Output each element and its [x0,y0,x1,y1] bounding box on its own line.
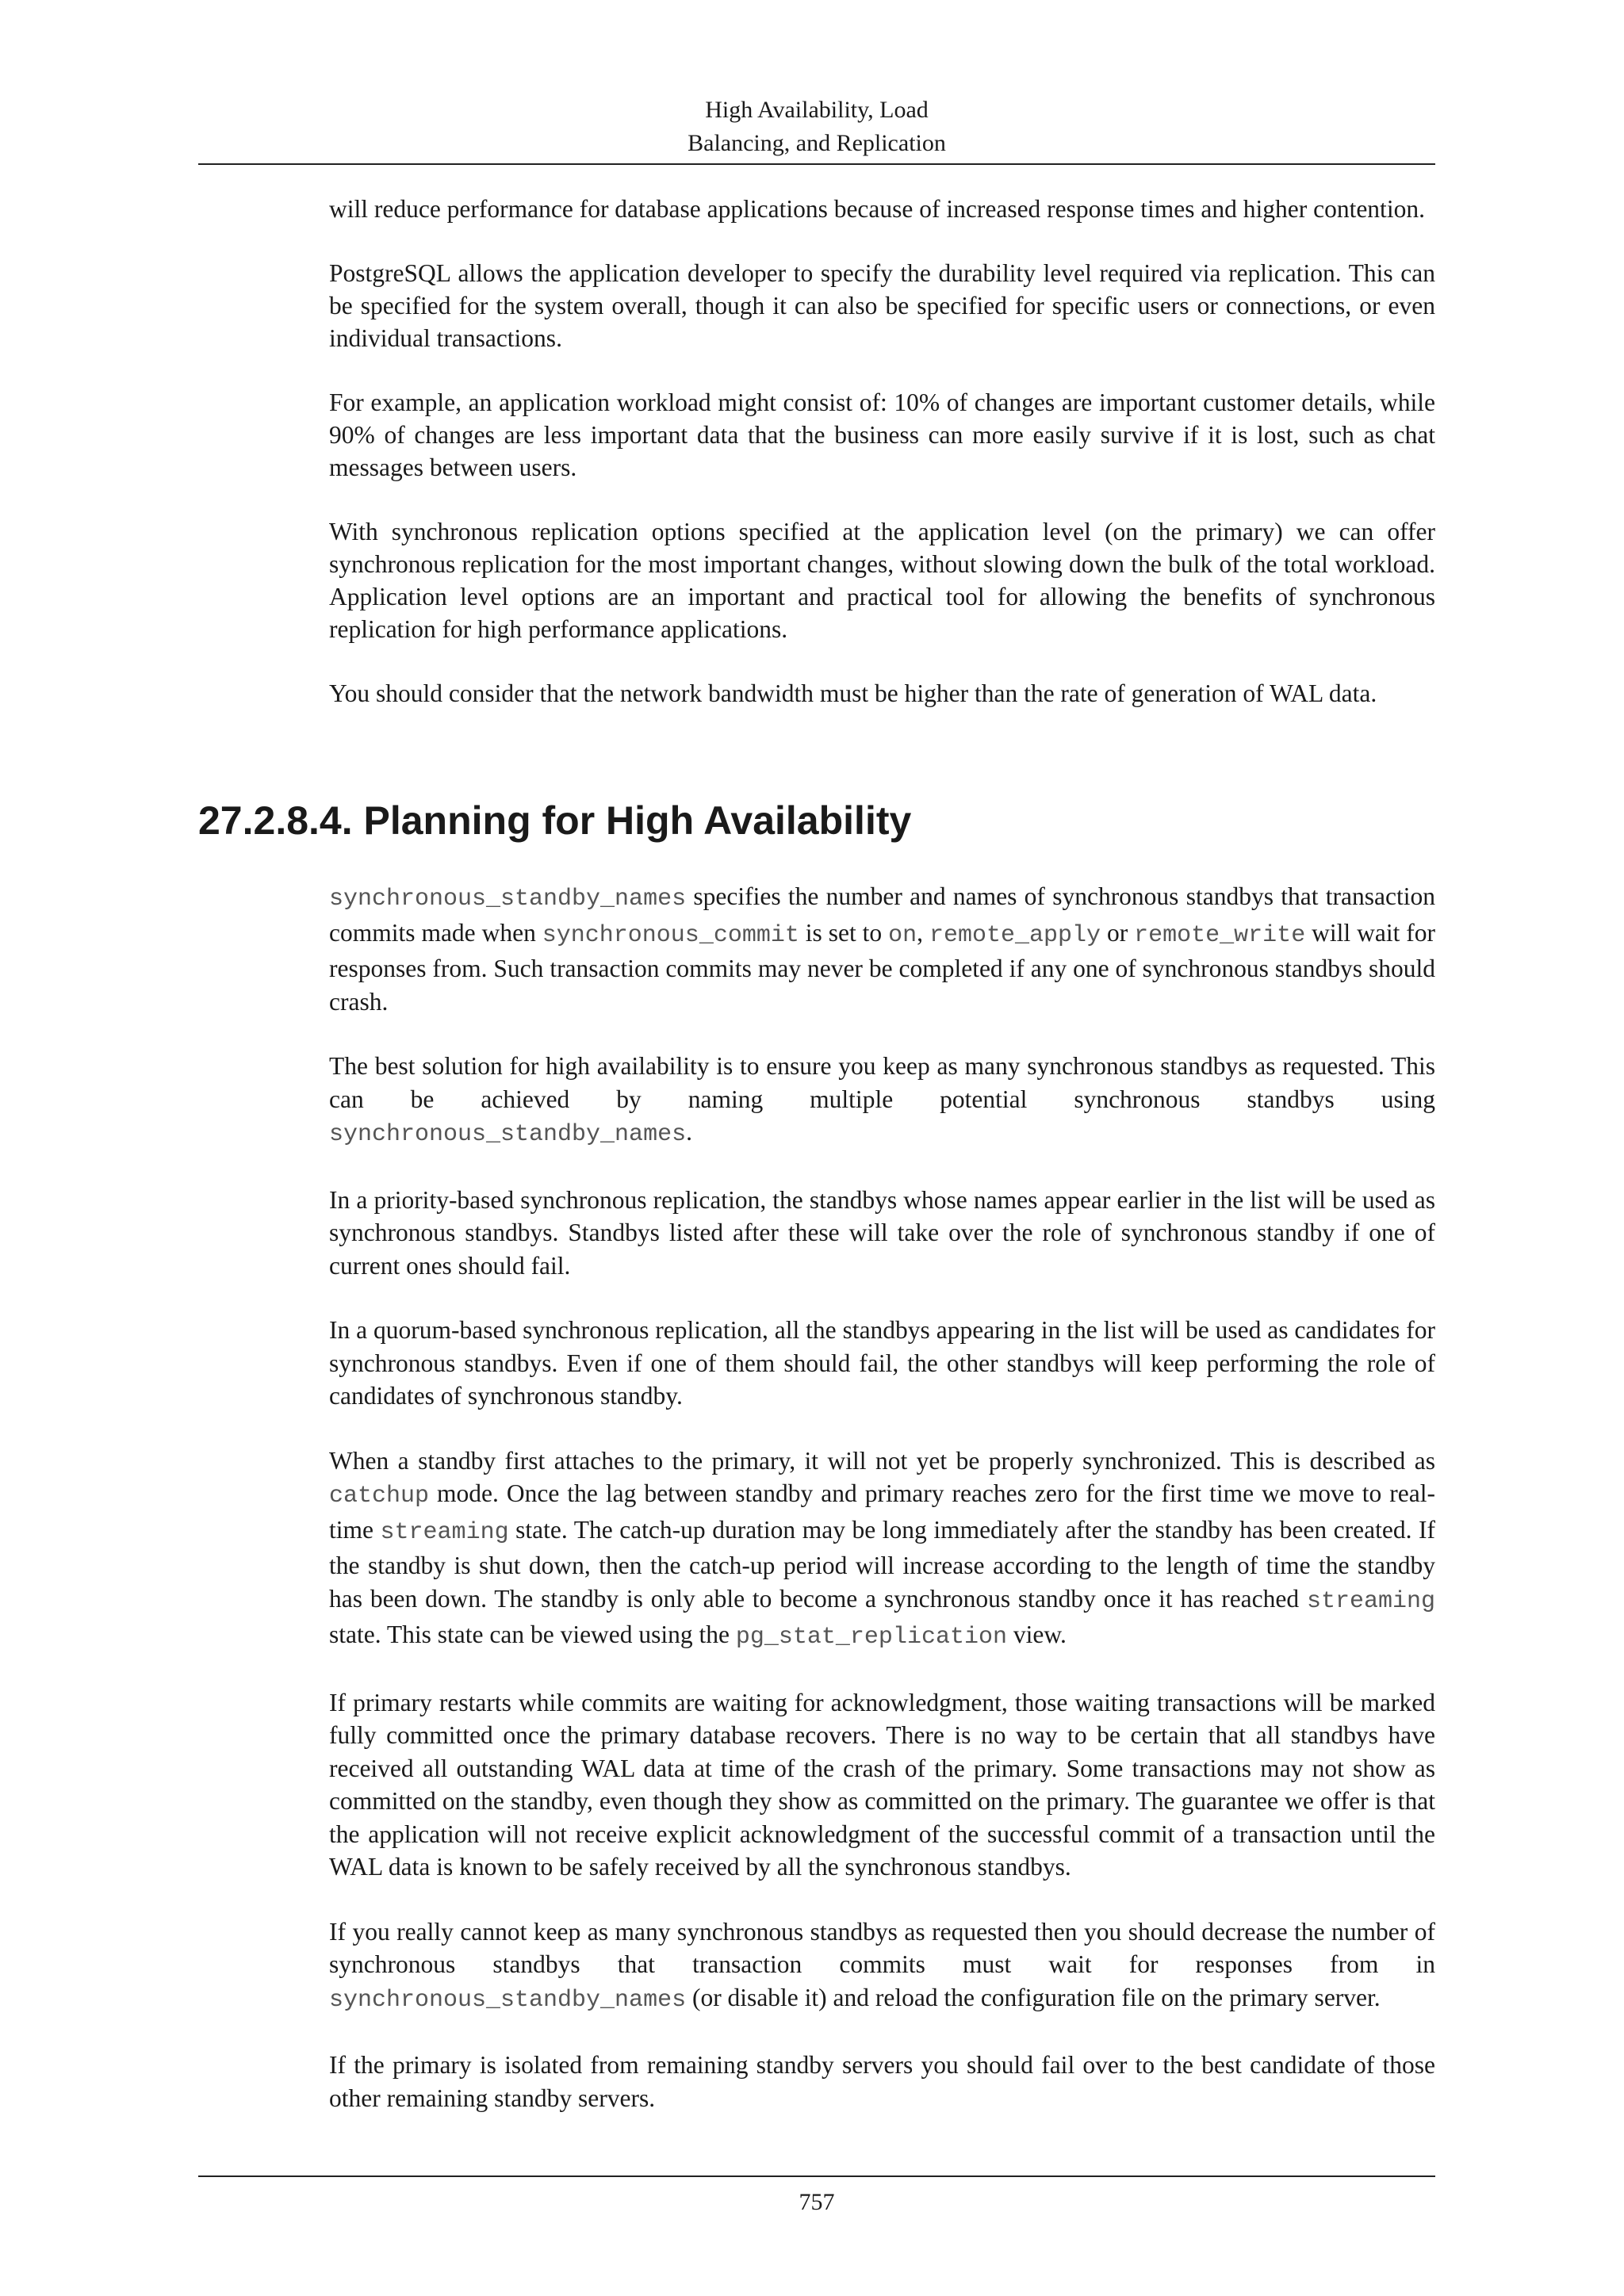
code-term: remote_write [1134,921,1306,949]
code-term: pg_stat_replication [735,1624,1007,1651]
code-term: synchronous_commit [542,921,799,949]
paragraph: In a priority-based synchronous replication, the standbys whose names appear earlier in the list will be used as synchronous standbys. Standbys listed after these will take over the role of synchronous standby if one of current ones should fail. [329,1185,1435,1280]
text-run: mode. Once the lag between standby and primary reaches zero for the first time we move to real-time [329,1479,1435,1544]
section-body [329,880,1435,2146]
text-run: When a standby first attaches to the primary, it will not yet be properly synchronized. This is described as [329,1446,1435,1475]
code-term: streaming [1306,1587,1435,1615]
page-number: 757 [799,2189,835,2215]
running-header [198,94,1435,160]
text-run: If you really cannot keep as many synchronous standbys as requested then you should decrease the number of synchronous standbys that transaction commits must wait for responses from in [329,1917,1435,1978]
footer-rule [198,2175,1435,2177]
intro-body [329,193,1435,741]
paragraph: will reduce performance for database applications because of increased response times and higher contention. [329,195,1425,223]
code-term: synchronous_standby_names [329,1121,687,1148]
code-term: remote_apply [929,921,1101,949]
paragraph: You should consider that the network bandwidth must be higher than the rate of generation of WAL data. [329,679,1377,707]
paragraph: In a quorum-based synchronous replication, all the standbys appearing in the list will be used as candidates for synchronous standbys. Even if one of them should fail, the other standbys will keep performing the role of candidates of synchronous standby. [329,1316,1435,1410]
paragraph: If the primary is isolated from remaining standby servers you should fail over to the best candidate of those other remaining standby servers. [329,2051,1435,2112]
text-run: state. This state can be viewed using the [329,1621,736,1648]
text-run: specifies the number and names of synchronous standbys that transaction commits made when [329,882,1435,947]
paragraph: PostgreSQL allows the application developer to specify the durability level required via replication. This can be specified for the system overall, though it can also be specified for specific users or connections, or even individual transactions. [329,259,1435,352]
paragraph [329,1050,1435,1152]
paragraph: With synchronous replication options specified at the application level (on the primary) we can offer synchronous replication for the most important changes, without slowing down the bulk of the total workload. Application level options are an important and practical tool for allowing the benefits of synchronous replication for high performance applications. [329,518,1435,643]
code-term: synchronous_standby_names [329,886,687,913]
code-term: streaming [380,1518,509,1546]
text-run: will wait for responses from. Such transaction commits may never be completed if any one of synchronous standbys should crash. [329,918,1435,1016]
code-term: synchronous_standby_names [329,1986,687,2014]
paragraph [329,880,1435,1018]
running-header-line-1: High Availability, Load [705,97,929,123]
running-header-line-2: Balancing, and Replication [688,130,946,156]
section-heading: 27.2.8.4. Planning for High Availability [198,798,912,843]
text-run: . [686,1118,692,1146]
text-run: The best solution for high availability is to ensure you keep as many synchronous standbys as requested. This can be achieved by naming multiple potential synchronous standbys using [329,1052,1435,1113]
paragraph [329,1445,1435,1655]
paragraph: For example, an application workload might consist of: 10% of changes are important customer details, while 90% of changes are less important data that the business can more easily survive if it is lost, such as chat messages between users. [329,388,1435,481]
code-term: catchup [329,1483,430,1510]
text-run: view. [1006,1621,1067,1648]
text-run: state. The catch-up duration may be long immediately after the standby has been created. If the standby is shut down, then the catch-up period will increase according to the length of time the standby has been down. The standby is only able to become a synchronous standby once it has reached [329,1515,1435,1613]
code-term: on [888,921,917,949]
text-run: , [917,918,929,947]
paragraph: If primary restarts while commits are waiting for acknowledgment, those waiting transactions will be marked fully committed once the primary database recovers. There is no way to be certain that all standbys have received all outstanding WAL data at time of the crash of the primary. Some transactions may not show as committed on the standby, even though they show as committed on the primary. The guarantee we offer is that the application will not receive explicit acknowledgment of the successful commit of a transaction until the WAL data is known to be safely received by all the synchronous standbys. [329,1688,1435,1881]
text-run: or [1101,918,1135,947]
text-run: is set to [799,918,889,947]
paragraph [329,1915,1435,2018]
text-run: (or disable it) and reload the configuration file on the primary server. [686,1983,1381,2011]
header-rule [198,163,1435,165]
